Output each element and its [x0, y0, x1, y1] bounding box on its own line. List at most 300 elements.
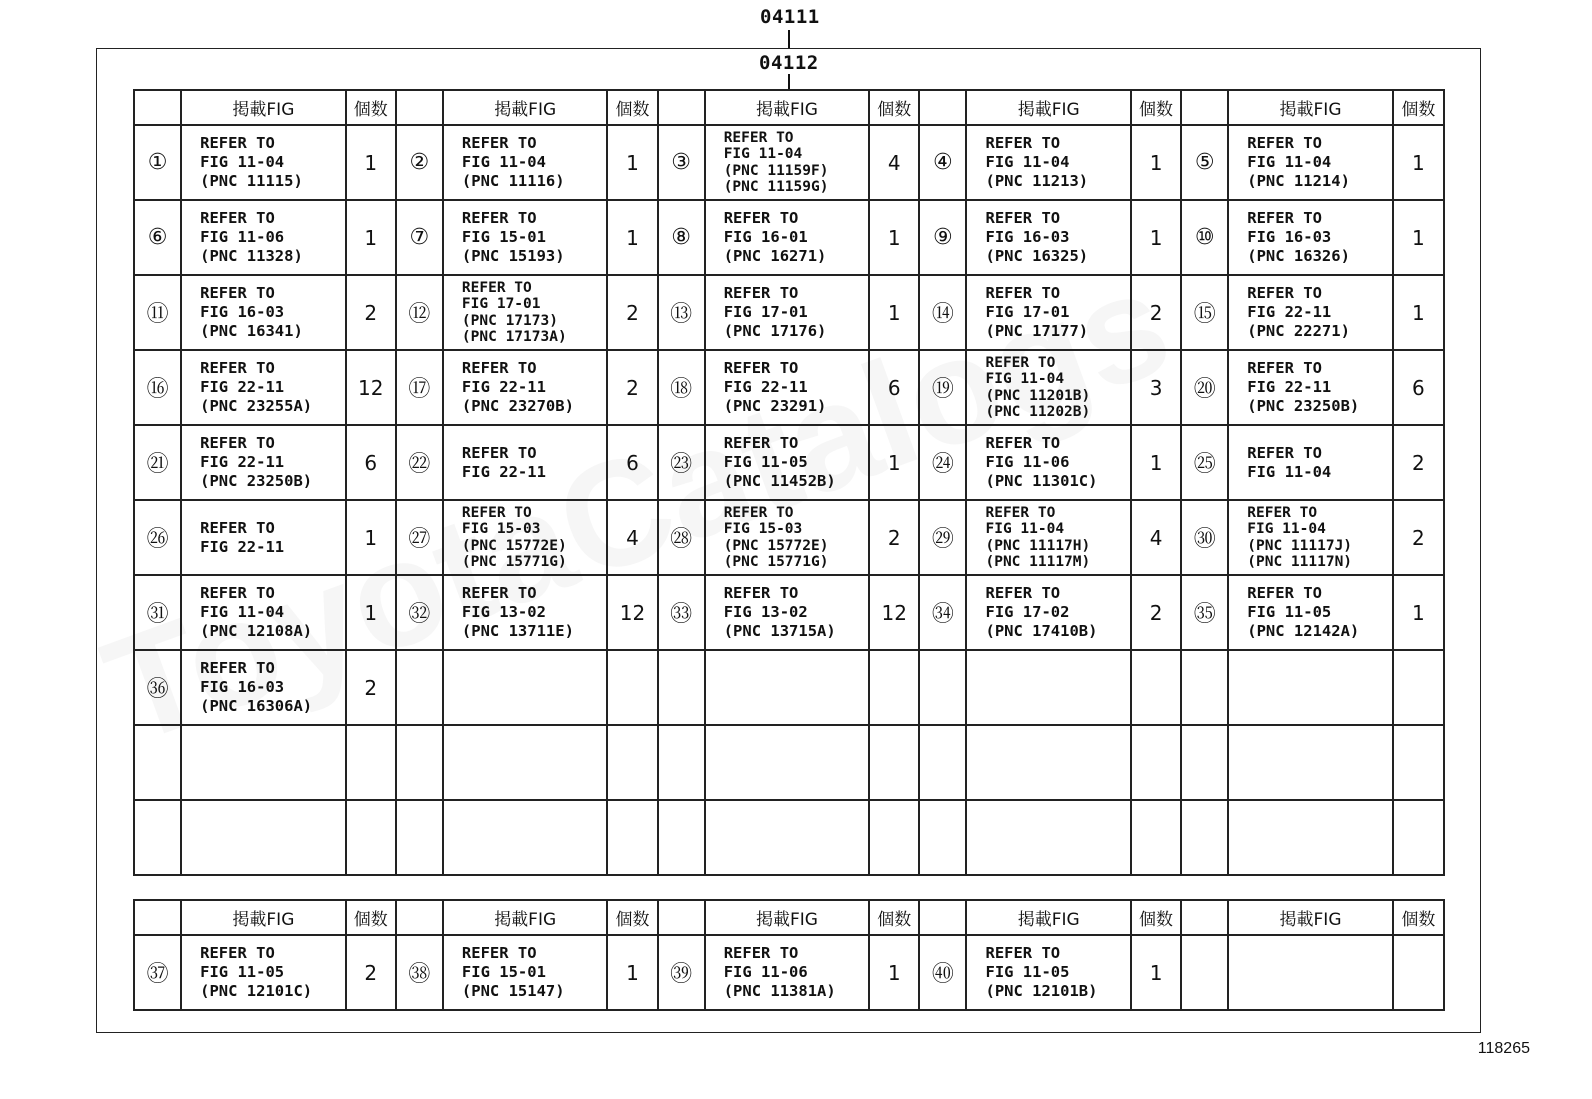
quantity — [1131, 800, 1181, 875]
header-num-cell — [919, 90, 966, 125]
quantity: 1 — [1393, 125, 1444, 200]
header-num-cell — [396, 900, 443, 935]
fig-reference — [443, 350, 608, 425]
reference-line: REFER TO — [200, 134, 275, 152]
reference-line: REFER TO — [985, 284, 1061, 302]
reference-line: FIG 17-02 — [985, 603, 1070, 621]
callout-number — [658, 650, 705, 725]
callout-number — [919, 725, 966, 800]
reference-line: FIG 13-02 — [461, 603, 546, 621]
fig-reference — [443, 275, 608, 350]
reference-line: (PNC 15772E) — [723, 537, 829, 554]
fig-reference — [705, 425, 870, 500]
reference-line: REFER TO — [200, 434, 275, 452]
fig-reference — [966, 350, 1131, 425]
quantity: 1 — [346, 125, 396, 200]
reference-line: REFER TO — [723, 434, 799, 452]
header-qty-label: 個数 — [346, 900, 396, 935]
fig-reference — [705, 500, 870, 575]
callout-number — [396, 800, 443, 875]
reference-line: REFER TO — [461, 443, 537, 462]
main-header-row — [134, 90, 1444, 125]
reference-line: (PNC 12142A) — [1247, 622, 1360, 640]
callout-number: ⑤ — [1181, 125, 1228, 200]
callout-number: ⑧ — [658, 200, 705, 275]
reference-line: FIG 11-05 — [723, 453, 808, 471]
callout-number: ④ — [919, 125, 966, 200]
bottom-header-row — [134, 900, 1444, 935]
reference-line: REFER TO — [461, 944, 537, 962]
reference-line: FIG 11-04 — [200, 603, 285, 621]
callout-number: ㉗ — [396, 500, 443, 575]
reference-line: (PNC 16341) — [200, 322, 303, 340]
outer-label-leader — [788, 30, 790, 48]
callout-number: ㉜ — [396, 575, 443, 650]
callout-number: ㊲ — [134, 935, 181, 1010]
reference-line: REFER TO — [723, 359, 799, 377]
quantity: 4 — [869, 125, 919, 200]
reference-line: REFER TO — [1247, 504, 1318, 521]
callout-number: ⑱ — [658, 350, 705, 425]
reference-line: (PNC 11115) — [200, 172, 303, 190]
quantity — [607, 650, 657, 725]
quantity: 4 — [1131, 500, 1181, 575]
fig-reference — [181, 275, 346, 350]
reference-line: (PNC 13715A) — [723, 622, 836, 640]
reference-line: REFER TO — [461, 359, 537, 377]
callout-number: ⑮ — [1181, 275, 1228, 350]
fig-reference — [181, 800, 346, 875]
reference-line: (PNC 16326) — [1247, 247, 1350, 265]
callout-number: ㉞ — [919, 575, 966, 650]
reference-line: (PNC 23255A) — [200, 397, 313, 415]
header-qty-label: 個数 — [1131, 900, 1181, 935]
reference-line: REFER TO — [461, 134, 537, 152]
fig-reference — [1228, 350, 1393, 425]
callout-number — [658, 725, 705, 800]
fig-reference — [443, 650, 608, 725]
callout-number: ㉓ — [658, 425, 705, 500]
header-num-cell — [396, 90, 443, 125]
fig-reference — [443, 800, 608, 875]
fig-reference — [1228, 275, 1393, 350]
fig-reference — [181, 125, 346, 200]
reference-line: REFER TO — [985, 584, 1061, 602]
fig-reference — [181, 500, 346, 575]
quantity — [869, 650, 919, 725]
reference-line: FIG 11-04 — [1247, 153, 1332, 171]
reference-line: FIG 15-03 — [723, 521, 803, 537]
reference-line: FIG 22-11 — [1247, 378, 1332, 396]
quantity: 1 — [607, 125, 657, 200]
reference-line: (PNC 15772E) — [461, 537, 567, 554]
fig-reference — [966, 650, 1131, 725]
fig-reference — [705, 275, 870, 350]
callout-number: ⑯ — [134, 350, 181, 425]
reference-line: (PNC 11452B) — [723, 472, 836, 490]
quantity: 2 — [346, 275, 396, 350]
reference-line: FIG 22-11 — [200, 537, 285, 556]
quantity: 2 — [346, 650, 396, 725]
header-qty-label: 個数 — [869, 900, 919, 935]
quantity — [1393, 800, 1444, 875]
reference-line: REFER TO — [723, 129, 794, 146]
callout-number — [919, 650, 966, 725]
reference-line: FIG 11-04 — [200, 153, 285, 171]
quantity — [1393, 935, 1444, 1010]
quantity: 12 — [346, 350, 396, 425]
fig-reference — [1228, 200, 1393, 275]
quantity: 1 — [607, 935, 657, 1010]
quantity: 6 — [1393, 350, 1444, 425]
table-row — [134, 650, 1444, 725]
callout-number: ⑦ — [396, 200, 443, 275]
reference-line: REFER TO — [985, 354, 1056, 371]
reference-line: REFER TO — [723, 944, 799, 962]
reference-line: FIG 15-01 — [461, 228, 546, 246]
table-row — [134, 800, 1444, 875]
reference-line: REFER TO — [200, 944, 275, 962]
reference-line: REFER TO — [200, 518, 275, 537]
reference-line: (PNC 11328) — [200, 247, 303, 265]
quantity: 2 — [1131, 275, 1181, 350]
fig-reference — [1228, 575, 1393, 650]
callout-number: ㉙ — [919, 500, 966, 575]
callout-number: ㊱ — [134, 650, 181, 725]
quantity: 1 — [346, 575, 396, 650]
header-qty-label: 個数 — [607, 90, 657, 125]
table-row — [134, 350, 1444, 425]
fig-reference — [1228, 800, 1393, 875]
fig-reference — [705, 650, 870, 725]
quantity: 2 — [346, 935, 396, 1010]
reference-line: (PNC 17173A) — [461, 329, 567, 345]
fig-reference — [1228, 125, 1393, 200]
fig-reference — [705, 350, 870, 425]
callout-number: ① — [134, 125, 181, 200]
callout-number — [1181, 650, 1228, 725]
fig-reference — [181, 200, 346, 275]
table-row — [134, 500, 1444, 575]
fig-reference — [705, 125, 870, 200]
quantity: 1 — [869, 935, 919, 1010]
quantity: 6 — [346, 425, 396, 500]
header-num-cell — [1181, 900, 1228, 935]
header-qty-label: 個数 — [1393, 900, 1444, 935]
quantity: 1 — [1393, 200, 1444, 275]
fig-reference — [966, 725, 1131, 800]
fig-reference — [443, 575, 608, 650]
reference-line: REFER TO — [1247, 284, 1322, 302]
reference-line: FIG 16-03 — [200, 678, 285, 696]
fig-reference — [181, 935, 346, 1010]
callout-number: ㉘ — [658, 500, 705, 575]
fig-reference — [705, 725, 870, 800]
fig-reference — [443, 425, 608, 500]
reference-line: (PNC 11301C) — [985, 472, 1098, 490]
header-fig-label: 掲載FIG — [443, 900, 608, 935]
bottom-parts-table — [133, 899, 1445, 1011]
fig-reference — [181, 350, 346, 425]
callout-number: ㊳ — [396, 935, 443, 1010]
fig-reference — [1228, 935, 1393, 1010]
reference-line: FIG 16-01 — [723, 228, 808, 246]
quantity: 2 — [607, 350, 657, 425]
reference-line: REFER TO — [1247, 134, 1322, 152]
fig-reference — [966, 500, 1131, 575]
callout-number: ㉛ — [134, 575, 181, 650]
reference-line: FIG 17-01 — [461, 296, 541, 312]
reference-line: FIG 22-11 — [1247, 303, 1332, 321]
quantity — [607, 725, 657, 800]
reference-line: (PNC 17177) — [985, 322, 1089, 340]
callout-number: ⑩ — [1181, 200, 1228, 275]
callout-number — [134, 725, 181, 800]
reference-line: REFER TO — [1247, 209, 1322, 227]
quantity: 6 — [607, 425, 657, 500]
callout-number: ⑳ — [1181, 350, 1228, 425]
reference-line: (PNC 12108A) — [200, 622, 313, 640]
reference-line: (PNC 11159G) — [723, 179, 829, 195]
reference-line: FIG 11-04 — [985, 521, 1065, 537]
callout-number: ㉟ — [1181, 575, 1228, 650]
callout-number — [1181, 725, 1228, 800]
callout-number: ⑥ — [134, 200, 181, 275]
reference-line: (PNC 11117H) — [985, 537, 1091, 554]
reference-line: FIG 11-05 — [1247, 603, 1332, 621]
header-fig-label: 掲載FIG — [966, 90, 1131, 125]
fig-reference — [181, 650, 346, 725]
reference-line: REFER TO — [1247, 359, 1322, 377]
reference-line: FIG 17-01 — [723, 303, 808, 321]
header-num-cell — [658, 900, 705, 935]
header-fig-label: 掲載FIG — [181, 900, 346, 935]
reference-line: REFER TO — [200, 359, 275, 377]
fig-reference — [443, 725, 608, 800]
callout-number: ⑪ — [134, 275, 181, 350]
callout-number: ㊵ — [919, 935, 966, 1010]
callout-number: ⑫ — [396, 275, 443, 350]
table-row — [134, 200, 1444, 275]
callout-number: ⑰ — [396, 350, 443, 425]
reference-line: FIG 22-11 — [200, 453, 285, 471]
header-num-cell — [134, 90, 181, 125]
header-num-cell — [919, 900, 966, 935]
reference-line: (PNC 23291) — [723, 397, 827, 415]
quantity: 12 — [607, 575, 657, 650]
fig-reference — [966, 575, 1131, 650]
table-row — [134, 125, 1444, 200]
reference-line: REFER TO — [985, 944, 1061, 962]
callout-number — [396, 650, 443, 725]
reference-line: REFER TO — [985, 209, 1061, 227]
quantity: 1 — [607, 200, 657, 275]
reference-line: (PNC 23270B) — [461, 397, 574, 415]
callout-number — [134, 800, 181, 875]
callout-number — [658, 800, 705, 875]
reference-line: (PNC 23250B) — [1247, 397, 1360, 415]
fig-reference — [966, 200, 1131, 275]
quantity: 1 — [1131, 425, 1181, 500]
callout-number: ㉒ — [396, 425, 443, 500]
callout-number: ⑨ — [919, 200, 966, 275]
callout-number: ㉖ — [134, 500, 181, 575]
reference-line: (PNC 16306A) — [200, 697, 313, 715]
header-qty-label: 個数 — [1131, 90, 1181, 125]
reference-line: (PNC 11202B) — [985, 404, 1091, 420]
reference-line: REFER TO — [461, 279, 532, 296]
reference-line: REFER TO — [985, 434, 1061, 452]
header-num-cell — [134, 900, 181, 935]
quantity: 2 — [1393, 500, 1444, 575]
reference-line: (PNC 11159F) — [723, 162, 829, 179]
fig-reference — [181, 575, 346, 650]
inner-label-leader — [788, 74, 790, 90]
reference-line: FIG 16-03 — [200, 303, 285, 321]
header-fig-label: 掲載FIG — [705, 90, 870, 125]
reference-line: REFER TO — [200, 209, 275, 227]
reference-line: (PNC 12101B) — [985, 982, 1098, 1000]
reference-line: FIG 11-04 — [461, 153, 546, 171]
reference-line: FIG 22-11 — [461, 462, 546, 481]
reference-line: (PNC 23250B) — [200, 472, 313, 490]
callout-number — [1181, 800, 1228, 875]
fig-reference — [443, 200, 608, 275]
header-qty-label: 個数 — [346, 90, 396, 125]
quantity — [1393, 650, 1444, 725]
callout-number — [1181, 935, 1228, 1010]
fig-reference — [705, 935, 870, 1010]
callout-number: ⑲ — [919, 350, 966, 425]
reference-line: (PNC 11117N) — [1247, 554, 1353, 570]
reference-line: FIG 22-11 — [723, 378, 808, 396]
callout-number: ㉕ — [1181, 425, 1228, 500]
reference-line: (PNC 13711E) — [461, 622, 574, 640]
quantity: 1 — [1131, 200, 1181, 275]
header-qty-label: 個数 — [607, 900, 657, 935]
callout-number: ㉝ — [658, 575, 705, 650]
reference-line: FIG 15-03 — [461, 521, 541, 537]
reference-line: REFER TO — [200, 659, 275, 677]
reference-line: REFER TO — [200, 584, 275, 602]
header-fig-label: 掲載FIG — [443, 90, 608, 125]
reference-line: (PNC 11117M) — [985, 554, 1091, 570]
quantity: 2 — [1131, 575, 1181, 650]
fig-reference — [966, 275, 1131, 350]
fig-reference — [966, 800, 1131, 875]
quantity — [1131, 650, 1181, 725]
reference-line: (PNC 15147) — [461, 982, 565, 1000]
callout-number: ㊴ — [658, 935, 705, 1010]
header-num-cell — [1181, 90, 1228, 125]
reference-line: FIG 11-04 — [985, 371, 1065, 387]
quantity: 12 — [869, 575, 919, 650]
callout-number: ② — [396, 125, 443, 200]
reference-line: REFER TO — [985, 134, 1061, 152]
reference-line: (PNC 16325) — [985, 247, 1089, 265]
quantity — [346, 800, 396, 875]
diagram-number: 118265 — [1477, 1040, 1530, 1057]
fig-reference — [443, 500, 608, 575]
quantity — [869, 725, 919, 800]
fig-reference — [1228, 650, 1393, 725]
reference-line: (PNC 16271) — [723, 247, 827, 265]
reference-line: FIG 11-05 — [200, 963, 285, 981]
reference-line: (PNC 11116) — [461, 172, 565, 190]
main-parts-table — [133, 89, 1445, 876]
reference-line: REFER TO — [461, 504, 532, 521]
outer-assembly-label: 04111 — [760, 6, 820, 28]
reference-line: FIG 11-04 — [985, 153, 1070, 171]
reference-line: FIG 22-11 — [200, 378, 285, 396]
fig-reference — [705, 200, 870, 275]
fig-reference — [181, 425, 346, 500]
fig-reference — [966, 125, 1131, 200]
callout-number: ㉚ — [1181, 500, 1228, 575]
quantity: 1 — [869, 275, 919, 350]
quantity: 1 — [1393, 575, 1444, 650]
fig-reference — [705, 800, 870, 875]
callout-number: ⑭ — [919, 275, 966, 350]
reference-line: REFER TO — [1247, 443, 1322, 462]
table-row — [134, 425, 1444, 500]
reference-line: (PNC 15771G) — [461, 554, 567, 570]
inner-assembly-label: 04112 — [759, 52, 819, 74]
reference-line: (PNC 22271) — [1247, 322, 1350, 340]
quantity: 2 — [607, 275, 657, 350]
fig-reference — [705, 575, 870, 650]
reference-line: FIG 11-04 — [1247, 462, 1332, 481]
fig-reference — [966, 935, 1131, 1010]
reference-line: FIG 16-03 — [985, 228, 1070, 246]
quantity: 2 — [1393, 425, 1444, 500]
quantity: 1 — [1131, 935, 1181, 1010]
table-row — [134, 725, 1444, 800]
quantity: 1 — [1393, 275, 1444, 350]
reference-line: FIG 17-01 — [985, 303, 1070, 321]
quantity: 4 — [607, 500, 657, 575]
reference-line: (PNC 11381A) — [723, 982, 836, 1000]
quantity — [1131, 725, 1181, 800]
header-fig-label: 掲載FIG — [1228, 900, 1393, 935]
table-row — [134, 575, 1444, 650]
reference-line: (PNC 17176) — [723, 322, 827, 340]
callout-number: ③ — [658, 125, 705, 200]
reference-line: FIG 16-03 — [1247, 228, 1332, 246]
quantity — [607, 800, 657, 875]
table-row — [134, 275, 1444, 350]
quantity: 2 — [869, 500, 919, 575]
header-qty-label: 個数 — [1393, 90, 1444, 125]
fig-reference — [181, 725, 346, 800]
header-num-cell — [658, 90, 705, 125]
reference-line: (PNC 11117J) — [1247, 537, 1353, 554]
header-fig-label: 掲載FIG — [966, 900, 1131, 935]
quantity: 6 — [869, 350, 919, 425]
reference-line: FIG 11-04 — [723, 146, 803, 162]
reference-line: FIG 13-02 — [723, 603, 808, 621]
reference-line: FIG 11-06 — [200, 228, 285, 246]
fig-reference — [1228, 500, 1393, 575]
reference-line: REFER TO — [461, 584, 537, 602]
quantity: 3 — [1131, 350, 1181, 425]
reference-line: (PNC 11214) — [1247, 172, 1350, 190]
reference-line: REFER TO — [200, 284, 275, 302]
reference-line: REFER TO — [723, 504, 794, 521]
fig-reference — [443, 935, 608, 1010]
reference-line: REFER TO — [461, 209, 537, 227]
reference-line: (PNC 11213) — [985, 172, 1089, 190]
